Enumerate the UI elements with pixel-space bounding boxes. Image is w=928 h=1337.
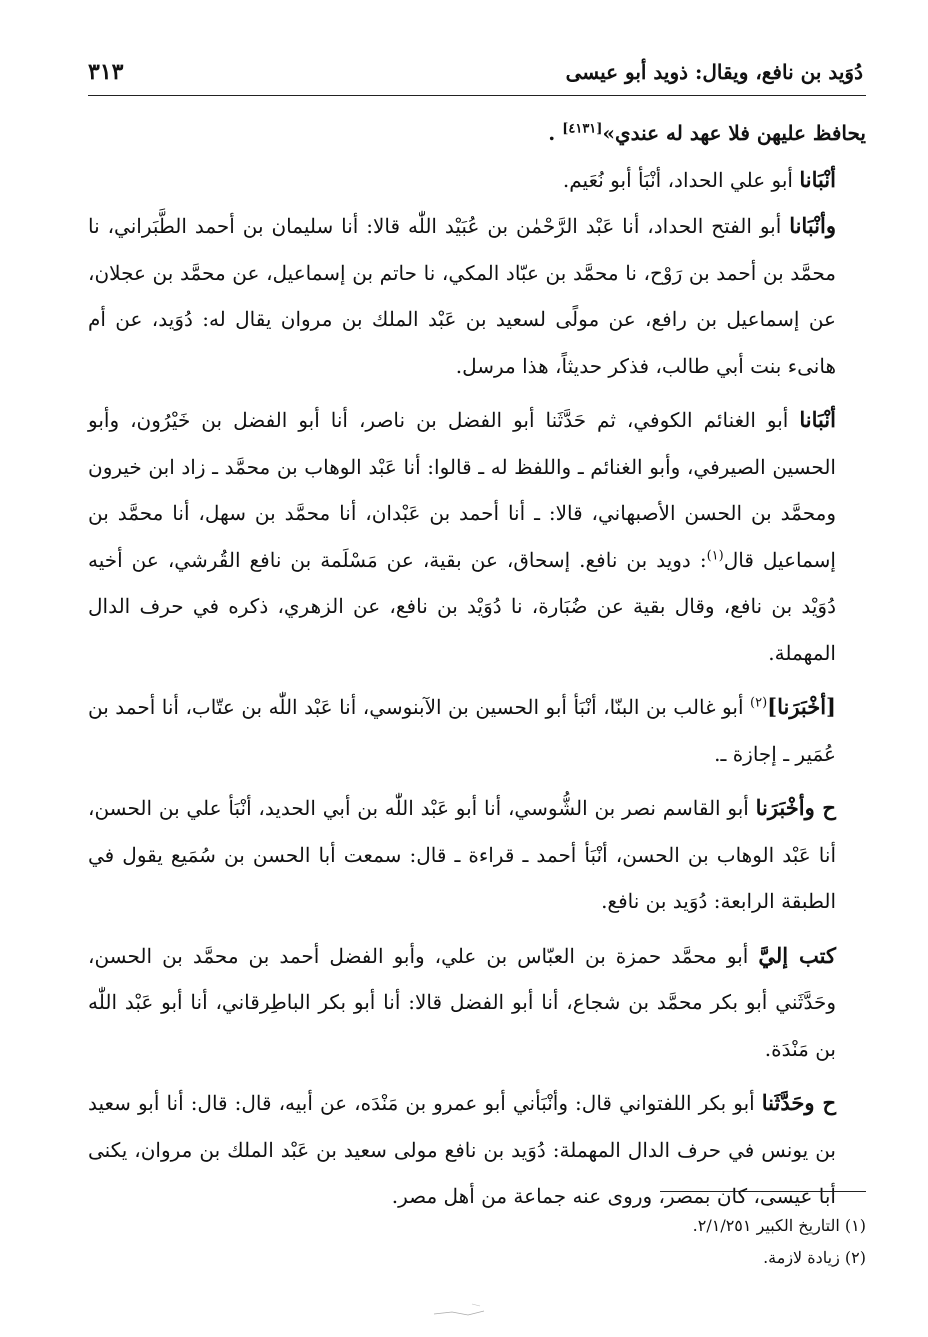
page-number: ٣١٣ xyxy=(88,59,124,85)
paragraph-1 xyxy=(88,110,866,157)
chain-lead: [أخْبَرَنا] xyxy=(767,694,836,719)
chain-lead: أنْبَانا xyxy=(799,166,836,192)
paragraph-text: أبو محمَّد حمزة بن العبّاس بن علي، وأبو الفضل أحمد بن محمَّد بن الحسن، وحَدَّثَني أبو بكر محمَّد بن شجاع، أنا أبو الفضل قالا: أنا أبو بكر الباطِرقاني، أنا أبو عَبْد اللّٰه بن مَنْدَة. xyxy=(88,943,836,1061)
chain-lead: أنْبَانا xyxy=(799,407,836,432)
header-rule xyxy=(88,95,866,96)
quote-text: يحافظ عليهن فلا عهد له عندي» xyxy=(602,121,866,145)
quote-tail: . xyxy=(548,121,556,145)
chain-lead: ح وحَدَّثَنا xyxy=(761,1090,836,1115)
footnote-1: (١) التاريخ الكبير ٢/١/٢٥١. xyxy=(692,1216,866,1235)
paragraph-2 xyxy=(88,157,866,204)
footnotes xyxy=(300,1210,866,1274)
paragraph-4 xyxy=(88,397,866,676)
paragraph-text: أبو الغنائم الكوفي، ثم حَدَّثَنا أبو الفضل بن ناصر، أنا أبو الفضل بن خَيْرُون، وأبو الحسين الصيرفي، وأبو الغنائم ـ واللفظ له ـ قالوا: أنا عَبْد الوهاب بن محمَّد ـ زاد ابن خيرون ومحمَّد بن الحسن الأصبهاني، قالا: ـ أنا أحمد بن عَبْدان، أنا محمَّد بن سهل، أنا محمَّد بن إسماعيل قال xyxy=(88,408,836,572)
paragraph-text: أبو الفتح الحداد، أنا عَبْد الرَّحْمٰن بن عُبَيْد اللّٰه قالا: أنا سليمان بن أحمد الطَّبَراني، نا محمَّد بن أحمد بن رَوْح، نا محمَّد بن عبّاد المكي، نا حاتم بن إسماعيل، عن محمَّد بن عجلان، عن إسماعيل بن رافع، عن مولًى لسعيد بن عَبْد الملك بن مروان يقال له: دُوَيد، عن أم هانىء بنت أبي طالب، فذكر حديثاً، هذا مرسل. xyxy=(88,214,836,378)
paragraph-8 xyxy=(88,1080,866,1220)
paragraph-text: أبو بكر اللفتواني قال: وأنْبَأني أبو عمرو بن مَنْدَه، عن أبيه، قال: قال: أنا أبو سعيد بن يونس في حرف الدال المهملة: دُوَيد بن نافع مولى سعيد بن عَبْد الملك بن مروان، يكنى أبا عيسى، كان بمصر، وروى عنه جماعة من أهل مصر. xyxy=(88,1091,836,1208)
paragraph-text: أبو علي الحداد، أنْبَأ أبو نُعَيم. xyxy=(562,167,800,192)
paragraph-3 xyxy=(88,203,866,389)
chain-lead: وأنْبَانا xyxy=(789,213,836,238)
running-head: دُوَيد بن نافع، ويقال: ذويد أبو عيسى xyxy=(565,60,863,84)
page-header xyxy=(88,52,863,92)
chain-lead: ح وأخْبَرَنا xyxy=(755,795,836,820)
scan-artifact xyxy=(432,1300,492,1318)
paragraph-text: : دويد بن نافع. إسحاق، عن بقية، عن مَسْلَمة بن نافع القُرشي، عن أخيه دُوَيْد بن نافع، وقال بقية عن ضُبَارة، نا دُوَيْد بن نافع، عن الزهري، ذكره في حرف الدال المهملة. xyxy=(88,547,836,665)
paragraph-text: أبو غالب بن البنّا، أنْبَأ أبو الحسين بن الآبنوسي، أنا عَبْد اللّٰه بن عتّاب، أنا أحمد بن عُمَير ـ إجازة ـ. xyxy=(88,695,836,766)
main-text xyxy=(88,110,866,1220)
footnote-2: (٢) زيادة لازمة. xyxy=(763,1248,866,1267)
paragraph-5 xyxy=(88,684,866,777)
paragraph-text: أبو القاسم نصر بن الشُّوسي، أنا أبو عَبْد اللّٰه بن أبي الحديد، أنْبَأ علي بن الحسن، أنا عَبْد الوهاب بن الحسن، أنْبَأ أحمد ـ قراءة ـ قال: سمعت أبا الحسن بن سُمَيع يقول في الطبقة الرابعة: دُوَيد بن نافع. xyxy=(88,796,836,913)
footnote-ref-2: (٢) xyxy=(750,695,768,711)
hadith-ref: [٤١٣١] xyxy=(562,121,603,137)
chain-lead: كتب إليَّ xyxy=(758,942,836,968)
paragraph-7 xyxy=(88,933,866,1073)
footnote-rule xyxy=(660,1191,866,1192)
paragraph-6 xyxy=(88,785,866,925)
footnote-ref-1: (١) xyxy=(706,547,724,563)
